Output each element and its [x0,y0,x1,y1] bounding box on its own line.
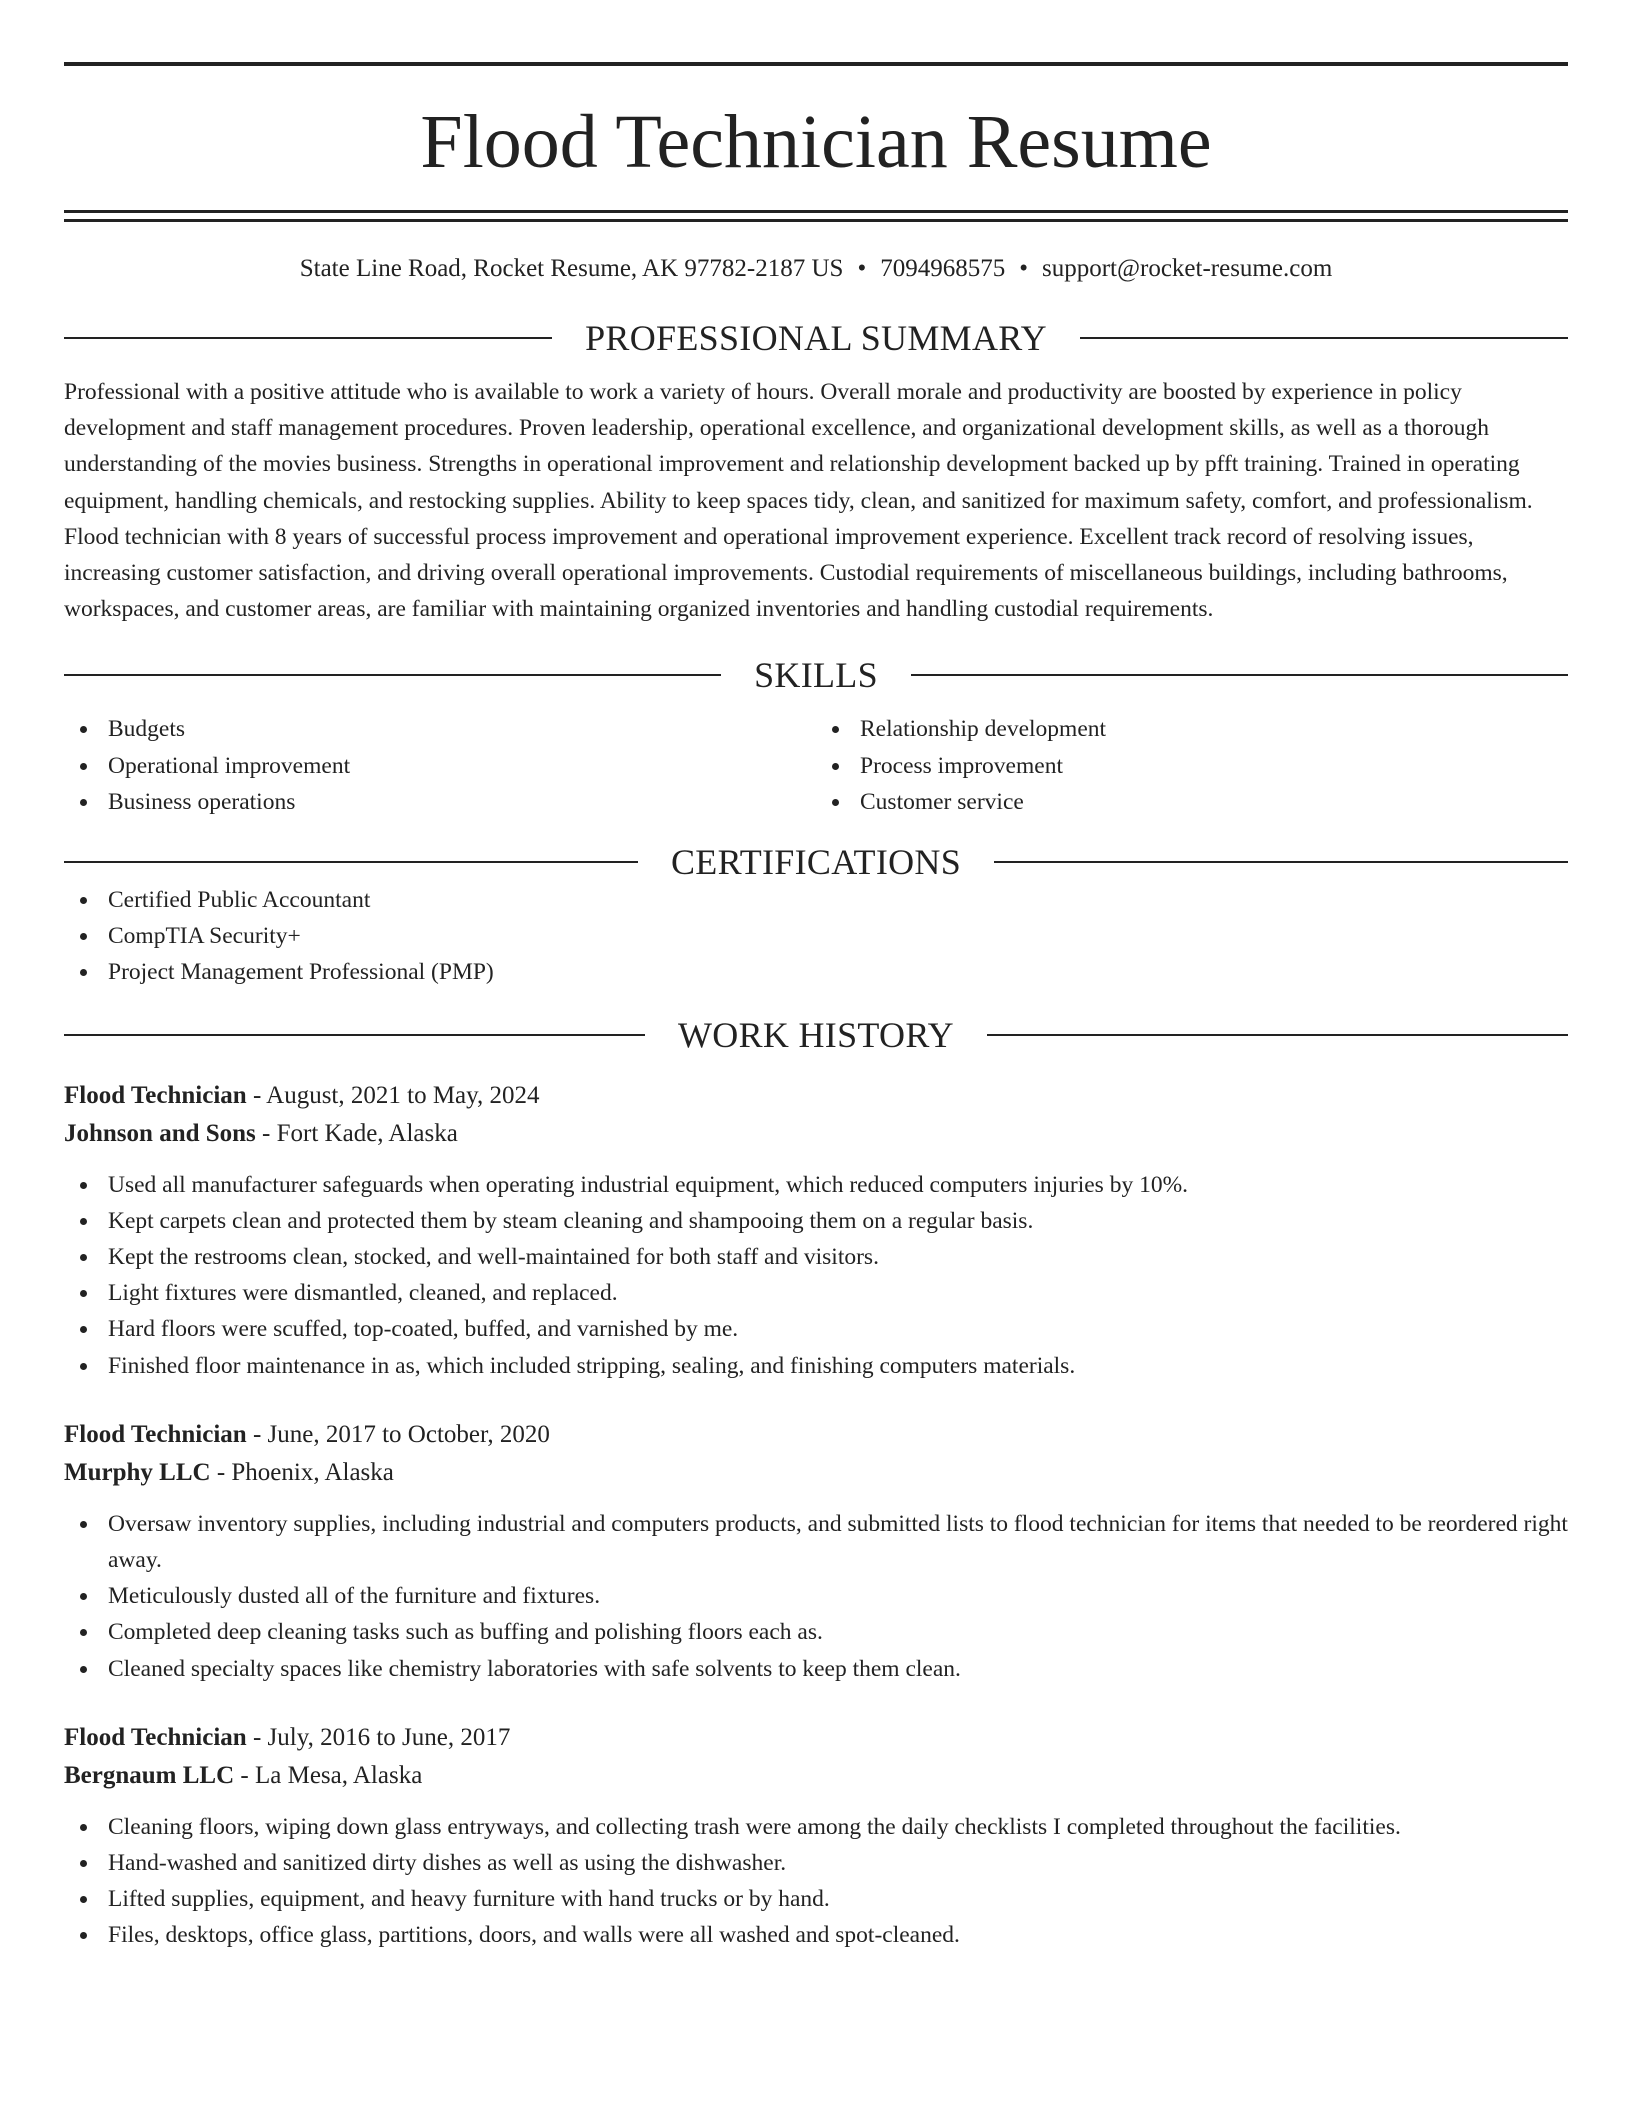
divider-line [64,674,721,676]
contact-separator: • [1019,255,1028,282]
section-header-certifications [64,842,1568,882]
job-location: - La Mesa, Alaska [234,1761,423,1789]
job-location: - Fort Kade, Alaska [255,1119,458,1147]
job-duties-list [64,1167,1568,1384]
job-duty: Cleaned specialty spaces like chemistry laboratories with safe solvents to keep them clean. [64,1651,1568,1687]
divider-line [987,1034,1568,1036]
certification-item: CompTIA Security+ [64,918,1568,954]
job-duty: Lifted supplies, equipment, and heavy furniture with hand trucks or by hand. [64,1881,1568,1917]
job-duty: Used all manufacturer safeguards when operating industrial equipment, which reduced computers injuries by 10%. [64,1167,1568,1203]
job-duty: Finished floor maintenance in as, which included stripping, sealing, and finishing computers materials. [64,1348,1568,1384]
job-dates: - June, 2017 to October, 2020 [246,1420,550,1448]
job-duty: Kept the restrooms clean, stocked, and well-maintained for both staff and visitors. [64,1239,1568,1275]
job-company: Murphy LLC [64,1458,211,1486]
certification-item: Project Management Professional (PMP) [64,954,1568,990]
contact-line [64,254,1568,284]
resume-page [64,62,1568,1954]
job-entry [64,1416,1568,1687]
top-rule [64,62,1568,66]
divider-line [911,674,1568,676]
divider-line [994,861,1568,863]
contact-phone: 7094968575 [880,255,1006,282]
skills-list-right [816,711,1568,820]
skills-grid [64,711,1568,820]
job-title-line [64,1719,1568,1757]
summary-text: Professional with a positive attitude who is available to work a variety of hours. Overall morale and productivity are boosted by experience in policy development and staff management procedures. Proven leadership, operational excellence, and organizational development skills, as well as a thorough understanding of the movies business. Strengths in operational improvement and relationship development backed up by pfft training. Trained in operating equipment, handling chemicals, and restocking supplies. Ability to keep spaces tidy, clean, and sanitized for maximum safety, comfort, and professionalism. Flood technician with 8 years of successful process improvement and operational improvement experience. Excellent track record of resolving issues, increasing customer satisfaction, and driving overall operational improvements. Custodial requirements of miscellaneous buildings, including bathrooms, workspaces, and customer areas, are familiar with maintaining organized inventories and handling custodial requirements. [64,379,1533,623]
skill-item: Process improvement [816,748,1568,784]
contact-address: State Line Road, Rocket Resume, AK 97782-2187 US [299,255,844,282]
section-header-skills [64,655,1568,695]
job-entry [64,1077,1568,1384]
divider-line [64,1034,645,1036]
section-title-work-history: WORK HISTORY [678,1014,954,1055]
job-duties-list [64,1809,1568,1954]
job-company: Johnson and Sons [64,1119,256,1147]
section-title-skills: SKILLS [754,655,878,696]
certifications-list [64,882,1568,991]
job-company-line [64,1454,1568,1492]
job-company-line [64,1115,1568,1153]
job-location: - Phoenix, Alaska [210,1458,394,1486]
job-duty: Meticulously dusted all of the furniture and fixtures. [64,1578,1568,1614]
section-header-work-history [64,1015,1568,1055]
section-title-summary: PROFESSIONAL SUMMARY [585,318,1047,358]
skill-item: Customer service [816,784,1568,820]
job-duty: Light fixtures were dismantled, cleaned, and replaced. [64,1275,1568,1311]
skill-item: Budgets [64,711,816,747]
section-header-summary [64,318,1568,358]
contact-separator: • [857,255,867,282]
resume-title: Flood Technician Resume [420,100,1212,184]
job-title-line [64,1077,1568,1115]
skill-item: Business operations [64,784,816,820]
divider-line [1080,337,1568,339]
job-title: Flood Technician [64,1723,247,1751]
job-entry [64,1719,1568,1954]
contact-email[interactable]: support@rocket-resume.com [1041,255,1333,282]
job-duty: Files, desktops, office glass, partitions, doors, and walls were all washed and spot-cleaned. [64,1917,1568,1953]
job-dates: - August, 2021 to May, 2024 [246,1081,540,1109]
job-duty: Hand-washed and sanitized dirty dishes as well as using the dishwasher. [64,1845,1568,1881]
job-duty: Oversaw inventory supplies, including industrial and computers products, and submitted lists to flood technician for items that needed to be reordered right away. [64,1506,1568,1578]
skill-item: Relationship development [816,711,1568,747]
skills-list-left [64,711,816,820]
job-duty: Completed deep cleaning tasks such as buffing and polishing floors each as. [64,1614,1568,1650]
title-double-rule [64,210,1568,222]
job-company: Bergnaum LLC [64,1761,235,1789]
job-duty: Kept carpets clean and protected them by steam cleaning and shampooing them on a regular basis. [64,1203,1568,1239]
job-duty: Cleaning floors, wiping down glass entryways, and collecting trash were among the daily checklists I completed throughout the facilities. [64,1809,1568,1845]
job-title: Flood Technician [64,1081,247,1109]
divider-line [64,861,638,863]
certification-item: Certified Public Accountant [64,882,1568,918]
divider-line [64,337,552,339]
job-company-line [64,1757,1568,1795]
job-dates: - July, 2016 to June, 2017 [246,1723,511,1751]
job-duties-list [64,1506,1568,1687]
job-title-line [64,1416,1568,1454]
section-title-certifications: CERTIFICATIONS [670,842,962,883]
skill-item: Operational improvement [64,748,816,784]
job-duty: Hard floors were scuffed, top-coated, buffed, and varnished by me. [64,1311,1568,1347]
job-title: Flood Technician [64,1420,247,1448]
